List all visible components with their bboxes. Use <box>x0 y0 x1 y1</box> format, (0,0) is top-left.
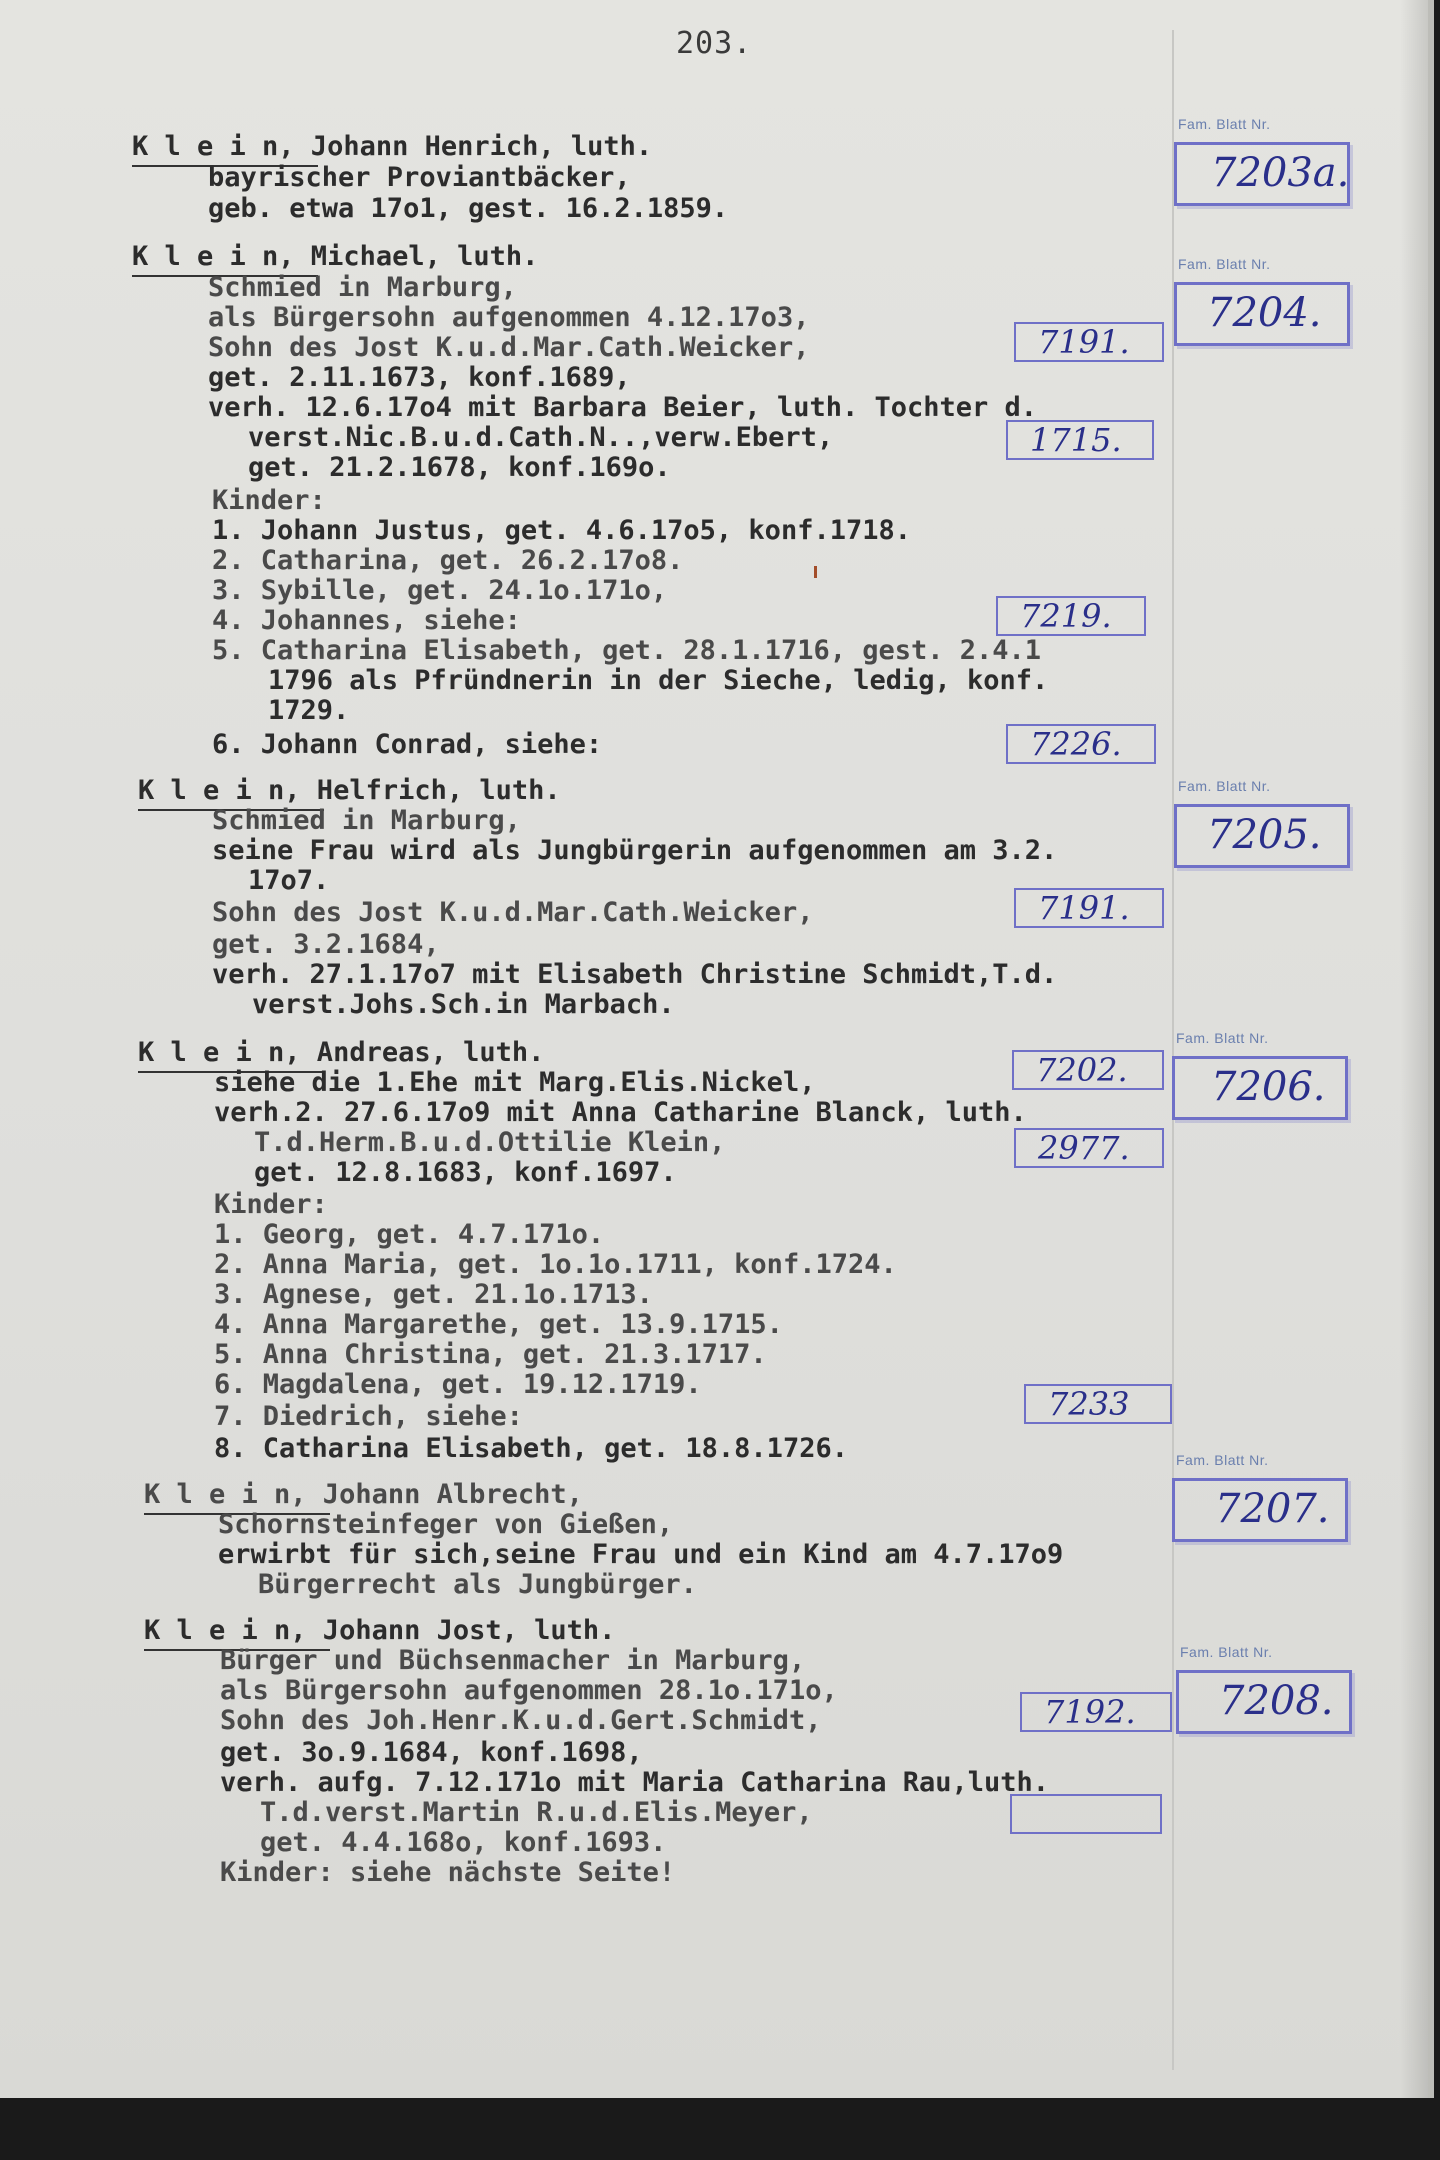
entry-2-line-8: get. 21.2.1678, konf.169o. <box>248 452 671 483</box>
entry-5-line-1: K l e i n, Johann Albrecht, <box>144 1479 583 1510</box>
entry-2-line-13: 4. Johannes, siehe: <box>212 605 521 636</box>
entry-5-line-4: Bürgerrecht als Jungbürger. <box>258 1569 697 1600</box>
page-edge-shadow <box>1400 0 1428 2098</box>
fam-sheet-box <box>1172 1478 1348 1542</box>
entry-6-line-7: T.d.verst.Martin R.u.d.Elis.Meyer, <box>260 1797 813 1828</box>
entry-2-line-10: 1. Johann Justus, get. 4.6.17o5, konf.1718. <box>212 515 911 546</box>
entry-4-line-14: 8. Catharina Elisabeth, get. 18.8.1726. <box>214 1433 848 1464</box>
entry-2-line-15: 1796 als Pfründnerin in der Sieche, ledig, konf. <box>268 665 1049 696</box>
fam-sheet-label: Fam. Blatt Nr. <box>1178 256 1271 272</box>
entry-3-line-6: get. 3.2.1684, <box>212 929 440 960</box>
fam-sheet-number: 7206. <box>1211 1064 1326 1110</box>
ref-number: 7202. <box>1036 1051 1128 1089</box>
ref-number: 7191. <box>1038 323 1130 361</box>
ref-box <box>1020 1692 1172 1732</box>
entry-4-line-12: 6. Magdalena, get. 19.12.1719. <box>214 1369 702 1400</box>
entry-2-line-4: Sohn des Jost K.u.d.Mar.Cath.Weicker, <box>208 332 810 363</box>
ref-box <box>1006 420 1154 460</box>
entry-3-line-8: verst.Johs.Sch.in Marbach. <box>252 989 675 1020</box>
entry-2-line-5: get. 2.11.1673, konf.1689, <box>208 362 631 393</box>
entry-1-line-3: geb. etwa 17o1, gest. 16.2.1859. <box>208 193 729 224</box>
entry-2-line-3: als Bürgersohn aufgenommen 4.12.17o3, <box>208 302 810 333</box>
entry-5-line-3: erwirbt für sich,seine Frau und ein Kind am 4.7.17o9 <box>218 1539 1064 1570</box>
entry-3-line-3: seine Frau wird als Jungbürgerin aufgenommen am 3.2. <box>212 835 1058 866</box>
entry-4-line-3: verh.2. 27.6.17o9 mit Anna Catharine Blanck, luth. <box>214 1097 1027 1128</box>
ref-number: 7226. <box>1030 725 1122 763</box>
entry-6-line-9: Kinder: siehe nächste Seite! <box>220 1857 676 1888</box>
entry-2-line-17: 6. Johann Conrad, siehe: <box>212 729 603 760</box>
ref-box <box>1006 724 1156 764</box>
entry-6-line-3: als Bürgersohn aufgenommen 28.1o.171o, <box>220 1675 838 1706</box>
fam-sheet-number: 7208. <box>1219 1678 1334 1724</box>
entry-6-line-4: Sohn des Joh.Henr.K.u.d.Gert.Schmidt, <box>220 1705 822 1736</box>
fam-sheet-label: Fam. Blatt Nr. <box>1180 1644 1273 1660</box>
fam-sheet-number: 7207. <box>1215 1486 1330 1532</box>
entry-3-line-5: Sohn des Jost K.u.d.Mar.Cath.Weicker, <box>212 897 814 928</box>
fam-sheet-label: Fam. Blatt Nr. <box>1176 1030 1269 1046</box>
entry-4-line-5: get. 12.8.1683, konf.1697. <box>254 1157 677 1188</box>
fam-sheet-number: 7205. <box>1207 812 1322 858</box>
ref-number: 2977. <box>1038 1129 1130 1167</box>
ref-box-empty <box>1010 1794 1162 1834</box>
entry-4-line-8: 2. Anna Maria, get. 1o.1o.1711, konf.1724. <box>214 1249 897 1280</box>
entry-2-line-9: Kinder: <box>212 485 326 516</box>
entry-1-line-1: K l e i n, Johann Henrich, luth. <box>132 131 653 162</box>
entry-6-line-8: get. 4.4.168o, konf.1693. <box>260 1827 667 1858</box>
entry-2-line-2: Schmied in Marburg, <box>208 272 517 303</box>
ref-box <box>996 596 1146 636</box>
entry-2-line-1: K l e i n, Michael, luth. <box>132 241 539 272</box>
entry-2-line-6: verh. 12.6.17o4 mit Barbara Beier, luth. Tochter d. <box>208 392 1038 423</box>
entry-3-line-2: Schmied in Marburg, <box>212 805 521 836</box>
ref-box <box>1014 322 1164 362</box>
entry-5-line-2: Schornsteinfeger von Gießen, <box>218 1509 674 1540</box>
ref-number: 7233 <box>1048 1385 1130 1423</box>
entry-3-line-4: 17o7. <box>248 865 330 896</box>
fam-sheet-box <box>1174 804 1350 868</box>
entry-1-line-2: bayrischer Proviantbäcker, <box>208 162 631 193</box>
entry-4-line-7: 1. Georg, get. 4.7.171o. <box>214 1219 605 1250</box>
ref-number: 1715. <box>1030 421 1122 459</box>
entry-2-line-16: 1729. <box>268 695 350 726</box>
entry-4-line-11: 5. Anna Christina, get. 21.3.1717. <box>214 1339 767 1370</box>
fam-sheet-number: 7203a. <box>1211 150 1350 196</box>
entry-4-line-10: 4. Anna Margarethe, get. 13.9.1715. <box>214 1309 783 1340</box>
entry-4-line-13: 7. Diedrich, siehe: <box>214 1401 523 1432</box>
ref-box <box>1012 1050 1164 1090</box>
ink-mark <box>814 566 817 578</box>
fam-sheet-box <box>1176 1670 1352 1734</box>
fam-sheet-box <box>1174 142 1350 206</box>
fam-sheet-box <box>1172 1056 1348 1120</box>
entry-2-line-12: 3. Sybille, get. 24.1o.171o, <box>212 575 668 606</box>
entry-2-line-11: 2. Catharina, get. 26.2.17o8. <box>212 545 684 576</box>
fam-sheet-box <box>1174 282 1350 346</box>
entry-6-line-6: verh. aufg. 7.12.171o mit Maria Catharina Rau,luth. <box>220 1767 1050 1798</box>
fam-sheet-label: Fam. Blatt Nr. <box>1178 778 1271 794</box>
fam-sheet-label: Fam. Blatt Nr. <box>1178 116 1271 132</box>
fam-sheet-label: Fam. Blatt Nr. <box>1176 1452 1269 1468</box>
ref-box <box>1014 1128 1164 1168</box>
ref-box <box>1014 888 1164 928</box>
ref-number: 7191. <box>1038 889 1130 927</box>
entry-2-line-7: verst.Nic.B.u.d.Cath.N..,verw.Ebert, <box>248 422 834 453</box>
entry-4-line-1: K l e i n, Andreas, luth. <box>138 1037 545 1068</box>
entry-4-line-2: siehe die 1.Ehe mit Marg.Elis.Nickel, <box>214 1067 816 1098</box>
fam-sheet-number: 7204. <box>1207 290 1322 336</box>
entry-4-line-9: 3. Agnese, get. 21.1o.1713. <box>214 1279 653 1310</box>
entry-6-line-1: K l e i n, Johann Jost, luth. <box>144 1615 616 1646</box>
page-number: 203. <box>676 26 753 61</box>
entry-3-line-1: K l e i n, Helfrich, luth. <box>138 775 561 806</box>
entry-3-line-7: verh. 27.1.17o7 mit Elisabeth Christine Schmidt,T.d. <box>212 959 1058 990</box>
entry-2-line-14: 5. Catharina Elisabeth, get. 28.1.1716, gest. 2.4.1 <box>212 635 1042 666</box>
ref-number: 7192. <box>1044 1693 1136 1731</box>
entry-6-line-5: get. 3o.9.1684, konf.1698, <box>220 1737 643 1768</box>
entry-6-line-2: Bürger und Büchsenmacher in Marburg, <box>220 1645 806 1676</box>
entry-4-line-6: Kinder: <box>214 1189 328 1220</box>
ref-box <box>1024 1384 1172 1424</box>
entry-4-line-4: T.d.Herm.B.u.d.Ottilie Klein, <box>254 1127 726 1158</box>
ref-number: 7219. <box>1020 597 1112 635</box>
